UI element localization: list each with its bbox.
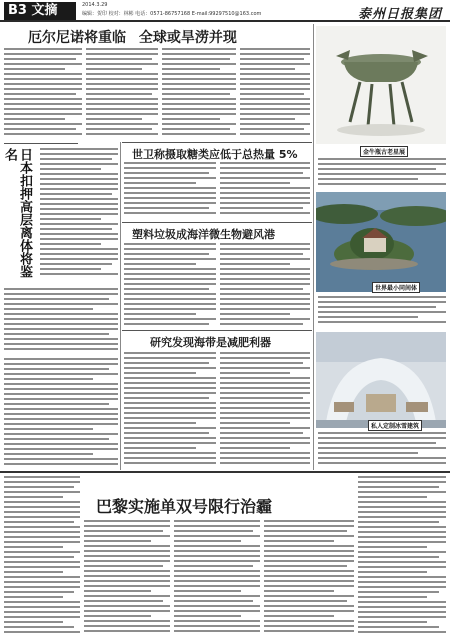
divider xyxy=(122,222,312,223)
photo-igloo xyxy=(316,332,446,428)
article-paris-col4 xyxy=(358,476,446,636)
headline-paris: 巴黎实施单双号限行治霾 xyxy=(96,497,273,516)
section-label xyxy=(4,2,76,20)
divider xyxy=(122,330,312,331)
headline-el-nino-part2: 全球或旱涝并现 xyxy=(138,30,237,46)
headline-plastic: 塑料垃圾成海洋微生物避风港 xyxy=(132,228,275,241)
issue-date: 2014.3.29 xyxy=(82,2,108,8)
article-japan-text xyxy=(40,148,118,280)
article-japan-continued xyxy=(4,288,118,354)
article-plastic-col2 xyxy=(220,243,310,327)
column-divider xyxy=(313,24,314,470)
article-el-nino-col1 xyxy=(4,48,82,140)
section-rule xyxy=(0,471,450,473)
article-who-col2 xyxy=(220,162,310,220)
article-kelp-col1 xyxy=(124,352,216,468)
headline-japan-vertical: 日本扣押高层离体将鉴名 xyxy=(2,148,32,278)
article-kelp-col2 xyxy=(220,352,310,468)
island-image xyxy=(316,192,446,292)
headline-el-nino xyxy=(28,27,237,47)
article-el-nino-col4 xyxy=(240,48,310,140)
masthead: 泰州日报集团 xyxy=(357,7,442,22)
caption-bronze: 金牛瓶古老星展 xyxy=(360,146,408,157)
headline-kelp: 研究发现海带是减肥利器 xyxy=(150,336,271,349)
caption-igloo: 私人定制冰雪建筑 xyxy=(368,420,422,431)
headline-who-sugar: 世卫称摄取糖类应低于总热量 5% xyxy=(132,148,298,161)
caption-island-text xyxy=(318,296,446,330)
article-el-nino-col2 xyxy=(86,48,158,140)
page-code: B3 xyxy=(8,3,27,18)
headline-el-nino-part1: 厄尔尼诺将重临 xyxy=(28,30,126,46)
article-bottom-left xyxy=(4,476,80,636)
divider xyxy=(122,142,312,143)
article-left-lower xyxy=(4,358,118,468)
article-who-col1 xyxy=(124,162,216,220)
igloo-image xyxy=(316,332,446,428)
article-el-nino-col3 xyxy=(162,48,236,140)
article-plastic-col1 xyxy=(124,243,216,327)
divider xyxy=(4,143,78,144)
photo-bronze-artifact xyxy=(316,26,446,144)
caption-bronze-text xyxy=(318,158,446,190)
column-divider xyxy=(120,142,121,470)
section-name: 文摘 xyxy=(31,3,58,18)
caption-island: 世界最小同间体 xyxy=(372,282,420,293)
article-paris-col3 xyxy=(264,520,354,636)
photo-small-island xyxy=(316,192,446,292)
editor-meta: 编辑：贺印 校对：林彬 电话：0571-86757168 E-mail:99297510@163.com xyxy=(82,11,262,17)
article-paris-col1 xyxy=(84,520,170,636)
bronze-artifact-image xyxy=(316,26,446,144)
caption-igloo-text xyxy=(318,432,446,468)
article-paris-col2 xyxy=(174,520,260,636)
